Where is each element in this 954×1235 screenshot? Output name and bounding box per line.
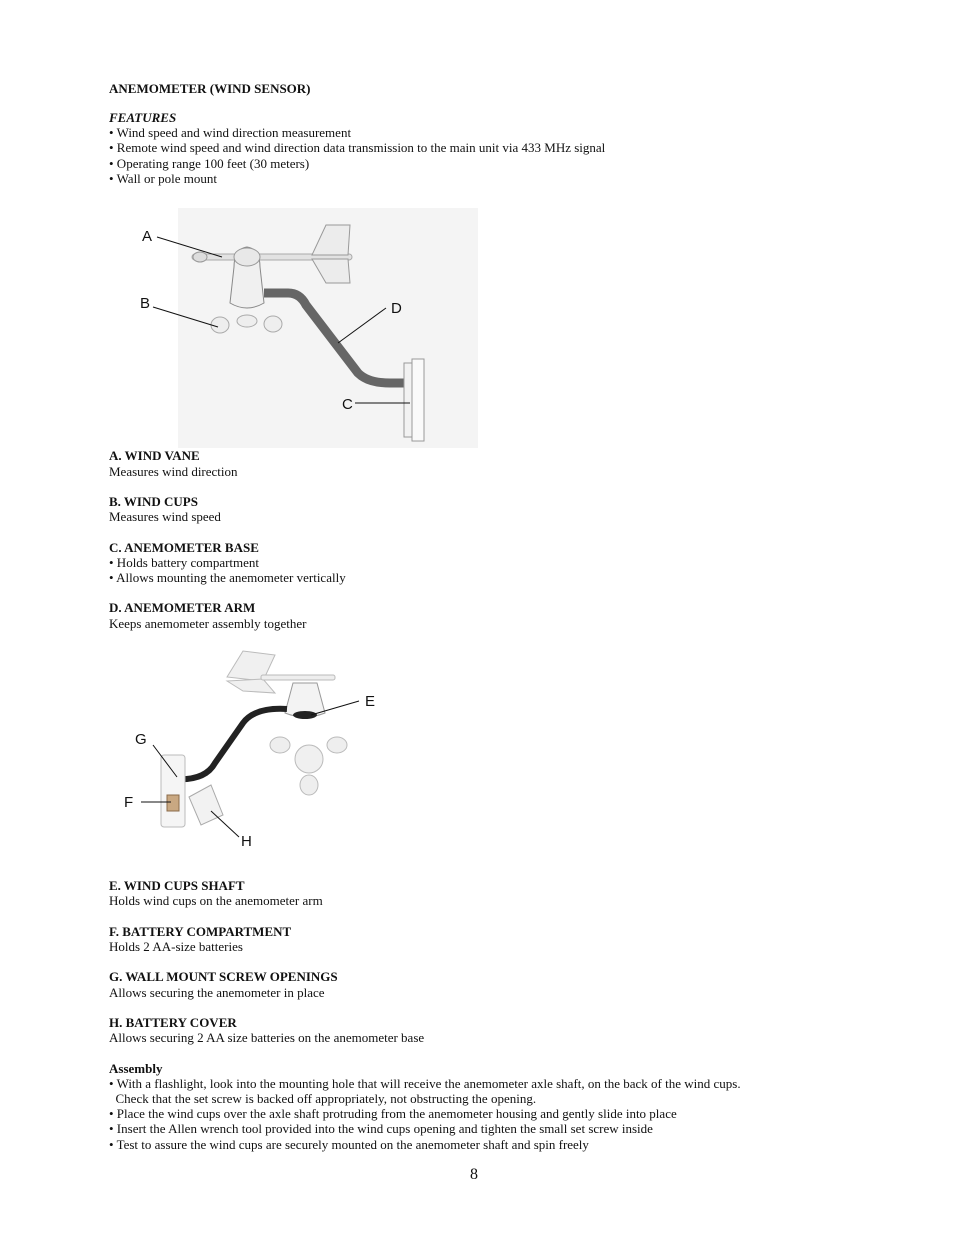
part-heading: A. WIND VANE bbox=[109, 448, 200, 463]
part-description: Measures wind speed bbox=[109, 509, 221, 524]
anemometer-assembled-figure bbox=[130, 205, 490, 450]
part-description: Keeps anemometer assembly together bbox=[109, 616, 307, 631]
anemometer-exploded-figure bbox=[115, 645, 385, 855]
part-description: • Allows mounting the anemometer vertically bbox=[109, 570, 346, 585]
wind-cups-hub bbox=[295, 745, 323, 773]
label-h-leader bbox=[211, 811, 239, 837]
wind-vane-nose bbox=[193, 252, 207, 262]
wind-cup bbox=[300, 775, 318, 795]
wind-vane-rod bbox=[261, 675, 335, 680]
wind-cups-shaft bbox=[293, 711, 317, 719]
anemometer-base bbox=[161, 755, 185, 827]
figure-label-d: D bbox=[391, 300, 402, 317]
wind-cup-hub bbox=[237, 315, 257, 327]
assembly-step: • Test to assure the wind cups are securely mounted on the anemometer shaft and spin freely bbox=[109, 1137, 589, 1152]
figure-label-h: H bbox=[241, 833, 252, 850]
figure-label-g: G bbox=[135, 731, 147, 748]
anemometer-base bbox=[404, 363, 412, 437]
section-title: ANEMOMETER (WIND SENSOR) bbox=[109, 81, 311, 96]
part-description: Holds 2 AA-size batteries bbox=[109, 939, 243, 954]
wind-cup bbox=[211, 317, 229, 333]
assembly-step: • With a flashlight, look into the mounting hole that will receive the anemometer axle shaft, on the back of the wind cups. bbox=[109, 1076, 741, 1091]
part-heading: E. WIND CUPS SHAFT bbox=[109, 878, 245, 893]
feature-item: • Remote wind speed and wind direction data transmission to the main unit via 433 MHz signal bbox=[109, 140, 606, 155]
feature-item: • Wind speed and wind direction measurement bbox=[109, 125, 352, 140]
assembly-step: • Place the wind cups over the axle shaft protruding from the anemometer housing and gently slide into place bbox=[109, 1106, 677, 1121]
wind-cup bbox=[327, 737, 347, 753]
assembly-step: Check that the set screw is backed off appropriately, not obstructing the opening. bbox=[109, 1091, 537, 1106]
part-heading: H. BATTERY COVER bbox=[109, 1015, 237, 1030]
assembly-step: • Insert the Allen wrench tool provided into the wind cups opening and tighten the small set screw inside bbox=[109, 1121, 653, 1136]
figure-label-c: C bbox=[342, 396, 353, 413]
part-heading: D. ANEMOMETER ARM bbox=[109, 600, 256, 615]
part-heading: F. BATTERY COMPARTMENT bbox=[109, 924, 292, 939]
figure-label-b: B bbox=[140, 295, 151, 312]
part-description: Allows securing 2 AA size batteries on the anemometer base bbox=[109, 1030, 425, 1045]
page-number: 8 bbox=[470, 1166, 478, 1183]
battery-cover bbox=[189, 785, 223, 825]
anemometer-base-plate bbox=[412, 359, 424, 441]
figure-label-a: A bbox=[142, 228, 153, 245]
assembly-heading: Assembly bbox=[109, 1061, 163, 1076]
wind-vane-tail bbox=[227, 679, 275, 693]
features-heading: FEATURES bbox=[109, 110, 177, 125]
figure-label-e: E bbox=[365, 693, 376, 710]
part-description: • Holds battery compartment bbox=[109, 555, 260, 570]
figure-label-f: F bbox=[124, 794, 134, 811]
battery-compartment bbox=[167, 795, 179, 811]
part-heading: C. ANEMOMETER BASE bbox=[109, 540, 259, 555]
feature-item: • Wall or pole mount bbox=[109, 171, 217, 186]
part-heading: G. WALL MOUNT SCREW OPENINGS bbox=[109, 969, 338, 984]
part-description: Holds wind cups on the anemometer arm bbox=[109, 893, 323, 908]
housing-cap bbox=[234, 248, 260, 266]
part-description: Measures wind direction bbox=[109, 464, 238, 479]
feature-item: • Operating range 100 feet (30 meters) bbox=[109, 156, 310, 171]
wind-cup bbox=[264, 316, 282, 332]
wind-cup bbox=[270, 737, 290, 753]
part-heading: B. WIND CUPS bbox=[109, 494, 198, 509]
part-description: Allows securing the anemometer in place bbox=[109, 985, 325, 1000]
